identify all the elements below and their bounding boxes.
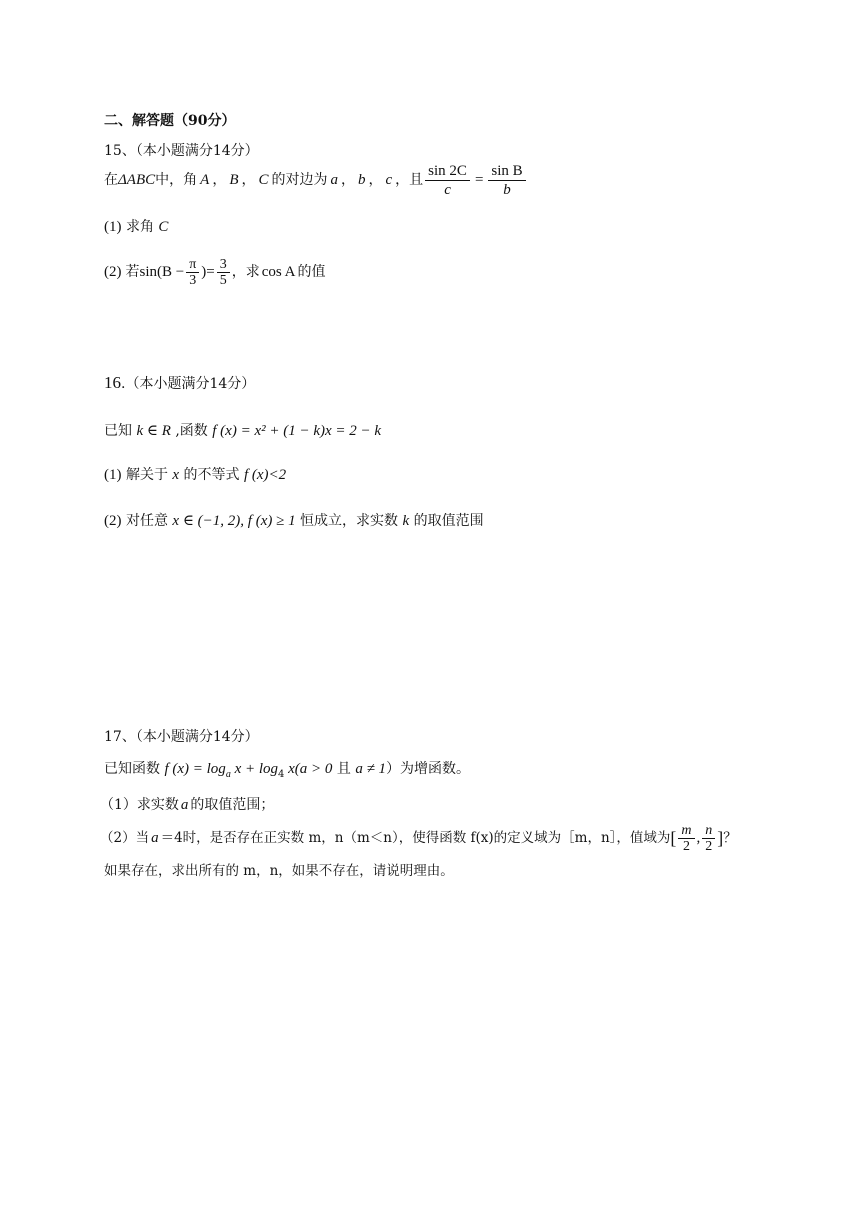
q17-range-m-fraction: [678, 823, 694, 854]
q15-stem: 在 ΔABC 中，角 A ， B ， C 的对边为 a ， b ， c ，且 $\frac{\sin 2C}{c}$ = $\frac{\text{sin B}}{b}$: [104, 160, 528, 200]
q17-range-two1: 2: [682, 838, 690, 854]
q16-part1-text: 解关于: [125, 467, 168, 483]
q16-func-expr: f (x) = x² + (1 − k)x = 2 − k: [212, 423, 382, 439]
q15-value-fraction: [217, 257, 230, 288]
q15-side-c: c: [385, 172, 393, 188]
q17-range-m: m: [678, 823, 694, 839]
q15-pi-den: 3: [189, 272, 197, 288]
q16-part2: [104, 512, 484, 530]
q16-part1-text2: 的不等式: [183, 467, 240, 483]
q17-tail: x(a > 0: [284, 761, 333, 777]
q16-known: 已知: [104, 423, 132, 439]
q16-part2-k: k: [402, 513, 410, 529]
q15-stem-opp: 的对边为: [271, 172, 328, 188]
q17-header: 17、（本小题满分14分）: [104, 729, 259, 745]
q15-part2-cos: cos A: [261, 264, 296, 280]
q16-stem: [104, 422, 381, 440]
q15-triangle: ΔABC: [118, 172, 156, 188]
q17-part2-a: a: [151, 830, 159, 846]
q17-mid: x + log: [230, 761, 279, 777]
q15-pi-fraction: [186, 257, 199, 288]
q17-part1-a: a: [180, 797, 189, 813]
q15-stem-mid: 中，角: [155, 172, 198, 188]
q15-part1: [104, 218, 168, 236]
q17-known: 已知函数: [104, 761, 160, 777]
q17-range-two2: 2: [705, 838, 713, 854]
q15-stem-prefix: 在: [104, 172, 118, 188]
q17-part2-line2: 如果存在，求出所有的 m，n，如果不存在，请说明理由。: [104, 863, 454, 879]
q16-part2-end: 的取值范围: [413, 513, 484, 529]
q15-angle-b: B: [229, 172, 239, 188]
q16-part2-label: (2): [104, 513, 122, 529]
q15-header: 15、（本小题满分14分）: [104, 143, 259, 159]
q16-part2-text: 对任意: [125, 513, 168, 529]
q15-part1-label: (1): [104, 219, 122, 235]
q15-fraction-right: [488, 162, 525, 199]
q17-cond2: a ≠ 1: [355, 761, 387, 777]
q16-header: [104, 374, 255, 393]
q17-range-n: n: [702, 823, 715, 839]
q17-range-open: [: [670, 828, 677, 848]
q17-range-close: ]: [717, 828, 724, 848]
q15-frac1-num: sin 2C: [425, 162, 470, 181]
q16-cond-k: k ∈ R: [136, 423, 171, 439]
q15-stem-and: ，且: [395, 172, 424, 188]
q15-part1-text: 求角: [125, 219, 154, 235]
q15-side-a: a: [330, 172, 338, 188]
q17-part1: [100, 796, 274, 814]
q17-part2-q: ？: [723, 830, 737, 846]
q15-val-num: 3: [217, 257, 230, 273]
q15-part2-if: 若: [125, 264, 140, 280]
q17-end: ）为增函数。: [386, 761, 471, 777]
q17-stem: [104, 760, 470, 784]
q15-angle-a: A: [200, 172, 210, 188]
q16-part1-label: (1): [104, 467, 122, 483]
q17-base-a: a: [225, 768, 231, 780]
q17-part2-mid: ＝4时，是否存在正实数 m，n（m＜n），使得函数 f(x)的定义域为［m，n］，值域为: [160, 830, 671, 846]
q17-and: 且: [336, 761, 351, 777]
q16-part1-x: x: [172, 467, 180, 483]
q15-part2-label: (2): [104, 264, 122, 280]
q16-part1-ineq: f (x)<2: [243, 467, 287, 483]
q15-part1-var: C: [158, 219, 169, 235]
q15-part2-end: 的值: [297, 264, 326, 280]
q17-base-4: 4: [278, 768, 285, 780]
q15-frac2-den: b: [503, 181, 511, 198]
q15-frac1-den: c: [444, 181, 451, 198]
q17-part2-start: （2）当: [100, 830, 150, 846]
q15-part2-ask: ，求: [231, 264, 260, 280]
section-title: 二、解答题（90分）: [104, 113, 236, 129]
q17-range-n-fraction: [702, 823, 715, 854]
q17-part1-end: 的取值范围；: [190, 797, 275, 813]
q15-part2: [104, 252, 326, 292]
q15-frac2-num: sin B: [488, 162, 525, 181]
q16-func-label: ,函数: [175, 423, 208, 439]
q17-func-expr: f (x) = log: [164, 761, 226, 777]
q15-pi-num: π: [186, 257, 199, 273]
q15-val-den: 5: [219, 272, 227, 288]
q15-side-b: b: [358, 172, 366, 188]
q17-part1-text: （1）求实数: [100, 797, 179, 813]
q17-range-comma: ,: [696, 830, 701, 846]
q16-part2-text2: 恒成立，求实数: [300, 513, 399, 529]
q16-part1: [104, 466, 286, 484]
q15-angle-c: C: [258, 172, 269, 188]
q15-part2-expr-left: sin(B −: [139, 264, 185, 280]
q15-fraction-left: [425, 162, 470, 199]
q16-header-num: 16: [104, 373, 121, 392]
q15-equals: =: [474, 172, 484, 188]
q15-part2-expr-right: )=: [201, 264, 215, 280]
q16-header-rest: .（本小题满分14分）: [121, 376, 256, 392]
q16-part2-expr: x ∈ (−1, 2), f (x) ≥ 1: [172, 513, 296, 529]
q17-part2: [100, 818, 737, 858]
